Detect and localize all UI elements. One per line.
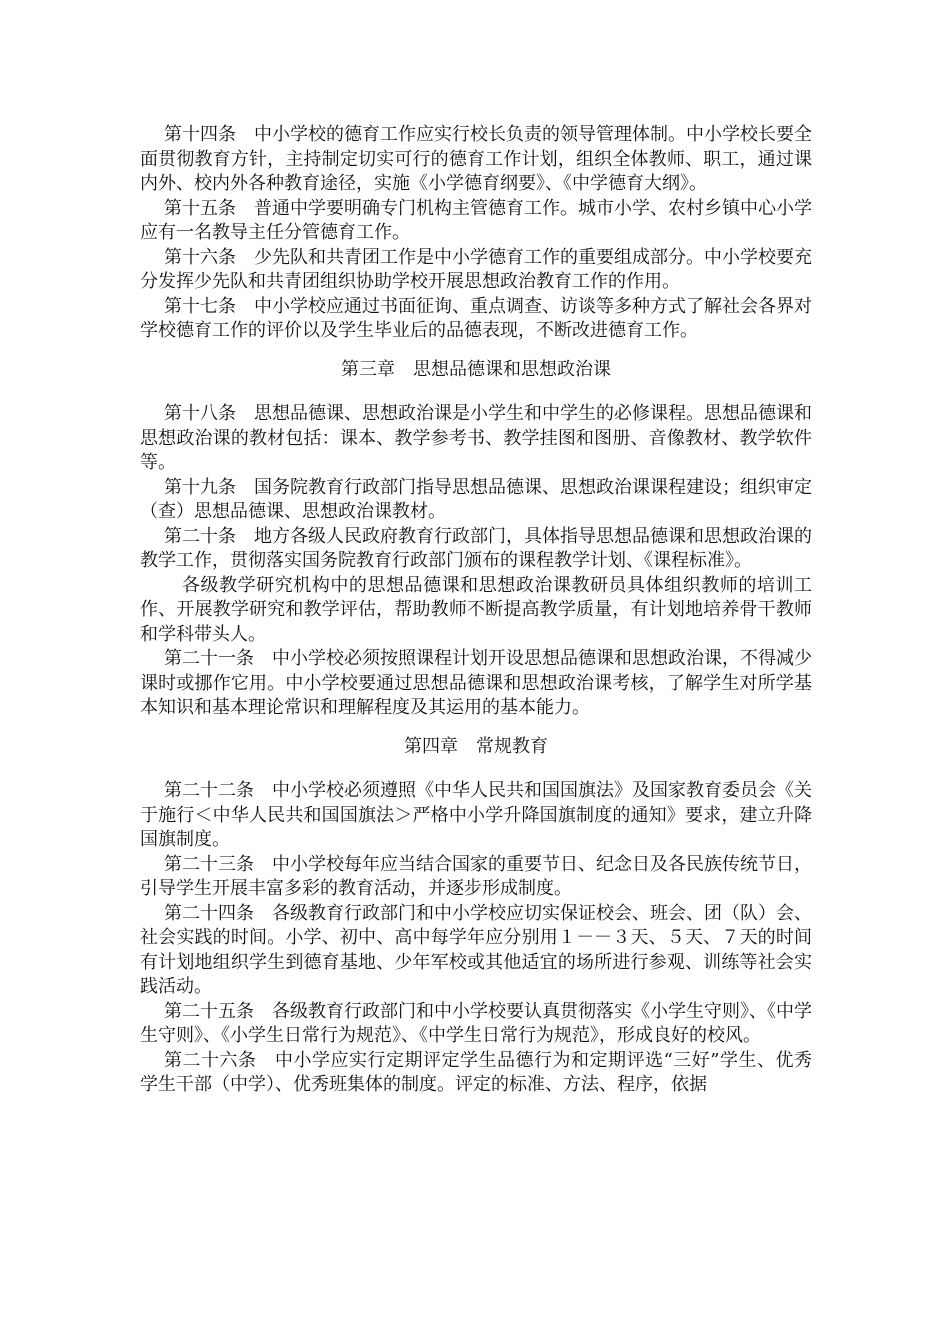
article-20: 第二十条 地方各级人民政府教育行政部门，具体指导思想品德课和思想政治课的教学工作，贯彻落实国务院教育行政部门颁布的课程教学计划、《课程标准》。 xyxy=(140,525,812,571)
chapter-3-heading: 第三章 思想品德课和思想政治课 xyxy=(341,358,611,380)
article-23: 第二十三条 中小学校每年应当结合国家的重要节日、纪念日及各民族传统节日，引导学生开展丰富多彩的教育活动，并逐步形成制度。 xyxy=(140,853,812,899)
article-25: 第二十五条 各级教育行政部门和中小学校要认真贯彻落实《小学生守则》、《中学生守则》、《小学生日常行为规范》、《中学生日常行为规范》，形成良好的校风。 xyxy=(140,1000,812,1046)
article-19: 第十九条 国务院教育行政部门指导思想品德课、思想政治课课程建设；组织审定（查）思想品德课、思想政治课教材。 xyxy=(140,476,812,522)
article-18: 第十八条 思想品德课、思想政治课是小学生和中学生的必修课程。思想品德课和思想政治课的教材包括：课本、教学参考书、教学挂图和图册、音像教材、教学软件等。 xyxy=(140,403,812,473)
article-21: 第二十一条 中小学校必须按照课程计划开设思想品德课和思想政治课，不得减少课时或挪作它用。中小学校要通过思想品德课和思想政治课考核，了解学生对所学基本知识和基本理论常识和理解程度及其运用的基本能力。 xyxy=(140,648,812,718)
article-26: 第二十六条 中小学应实行定期评定学生品德行为和定期评选“三好”学生、优秀学生干部（中学）、优秀班集体的制度。评定的标准、方法、程序，依据 xyxy=(140,1049,812,1095)
article-15: 第十五条 普通中学要明确专门机构主管德育工作。城市小学、农村乡镇中心小学应有一名教导主任分管德育工作。 xyxy=(140,197,812,243)
chapter-4-heading: 第四章 常规教育 xyxy=(404,735,548,757)
article-17: 第十七条 中小学校应通过书面征询、重点调查、访谈等多种方式了解社会各界对学校德育工作的评价以及学生毕业后的品德表现，不断改进德育工作。 xyxy=(140,295,812,341)
article-20-paragraph-2: 各级教学研究机构中的思想品德课和思想政治课教研员具体组织教师的培训工作、开展教学研究和教学评估，帮助教师不断提高教学质量，有计划地培养骨干教师和学科带头人。 xyxy=(140,574,812,645)
article-14: 第十四条 中小学校的德育工作应实行校长负责的领导管理体制。中小学校长要全面贯彻教育方针，主持制定切实可行的德育工作计划，组织全体教师、职工，通过课内外、校内外各种教育途径，实施《小学德育纲要》、《中学德育大纲》。 xyxy=(140,124,812,194)
article-22: 第二十二条 中小学校必须遵照《中华人民共和国国旗法》及国家教育委员会《关于施行＜中华人民共和国国旗法＞严格中小学升降国旗制度的通知》要求，建立升降国旗制度。 xyxy=(140,780,812,850)
article-16: 第十六条 少先队和共青团工作是中小学德育工作的重要组成部分。中小学校要充分发挥少先队和共青团组织协助学校开展思想政治教育工作的作用。 xyxy=(140,246,812,292)
article-24: 第二十四条 各级教育行政部门和中小学校应切实保证校会、班会、团（队）会、社会实践的时间。小学、初中、高中每学年应分别用１－－３天、５天、７天的时间有计划地组织学生到德育基地、少年军校或其他适宜的场所进行参观、训练等社会实践活动。 xyxy=(140,902,812,997)
document-body xyxy=(140,123,812,1098)
